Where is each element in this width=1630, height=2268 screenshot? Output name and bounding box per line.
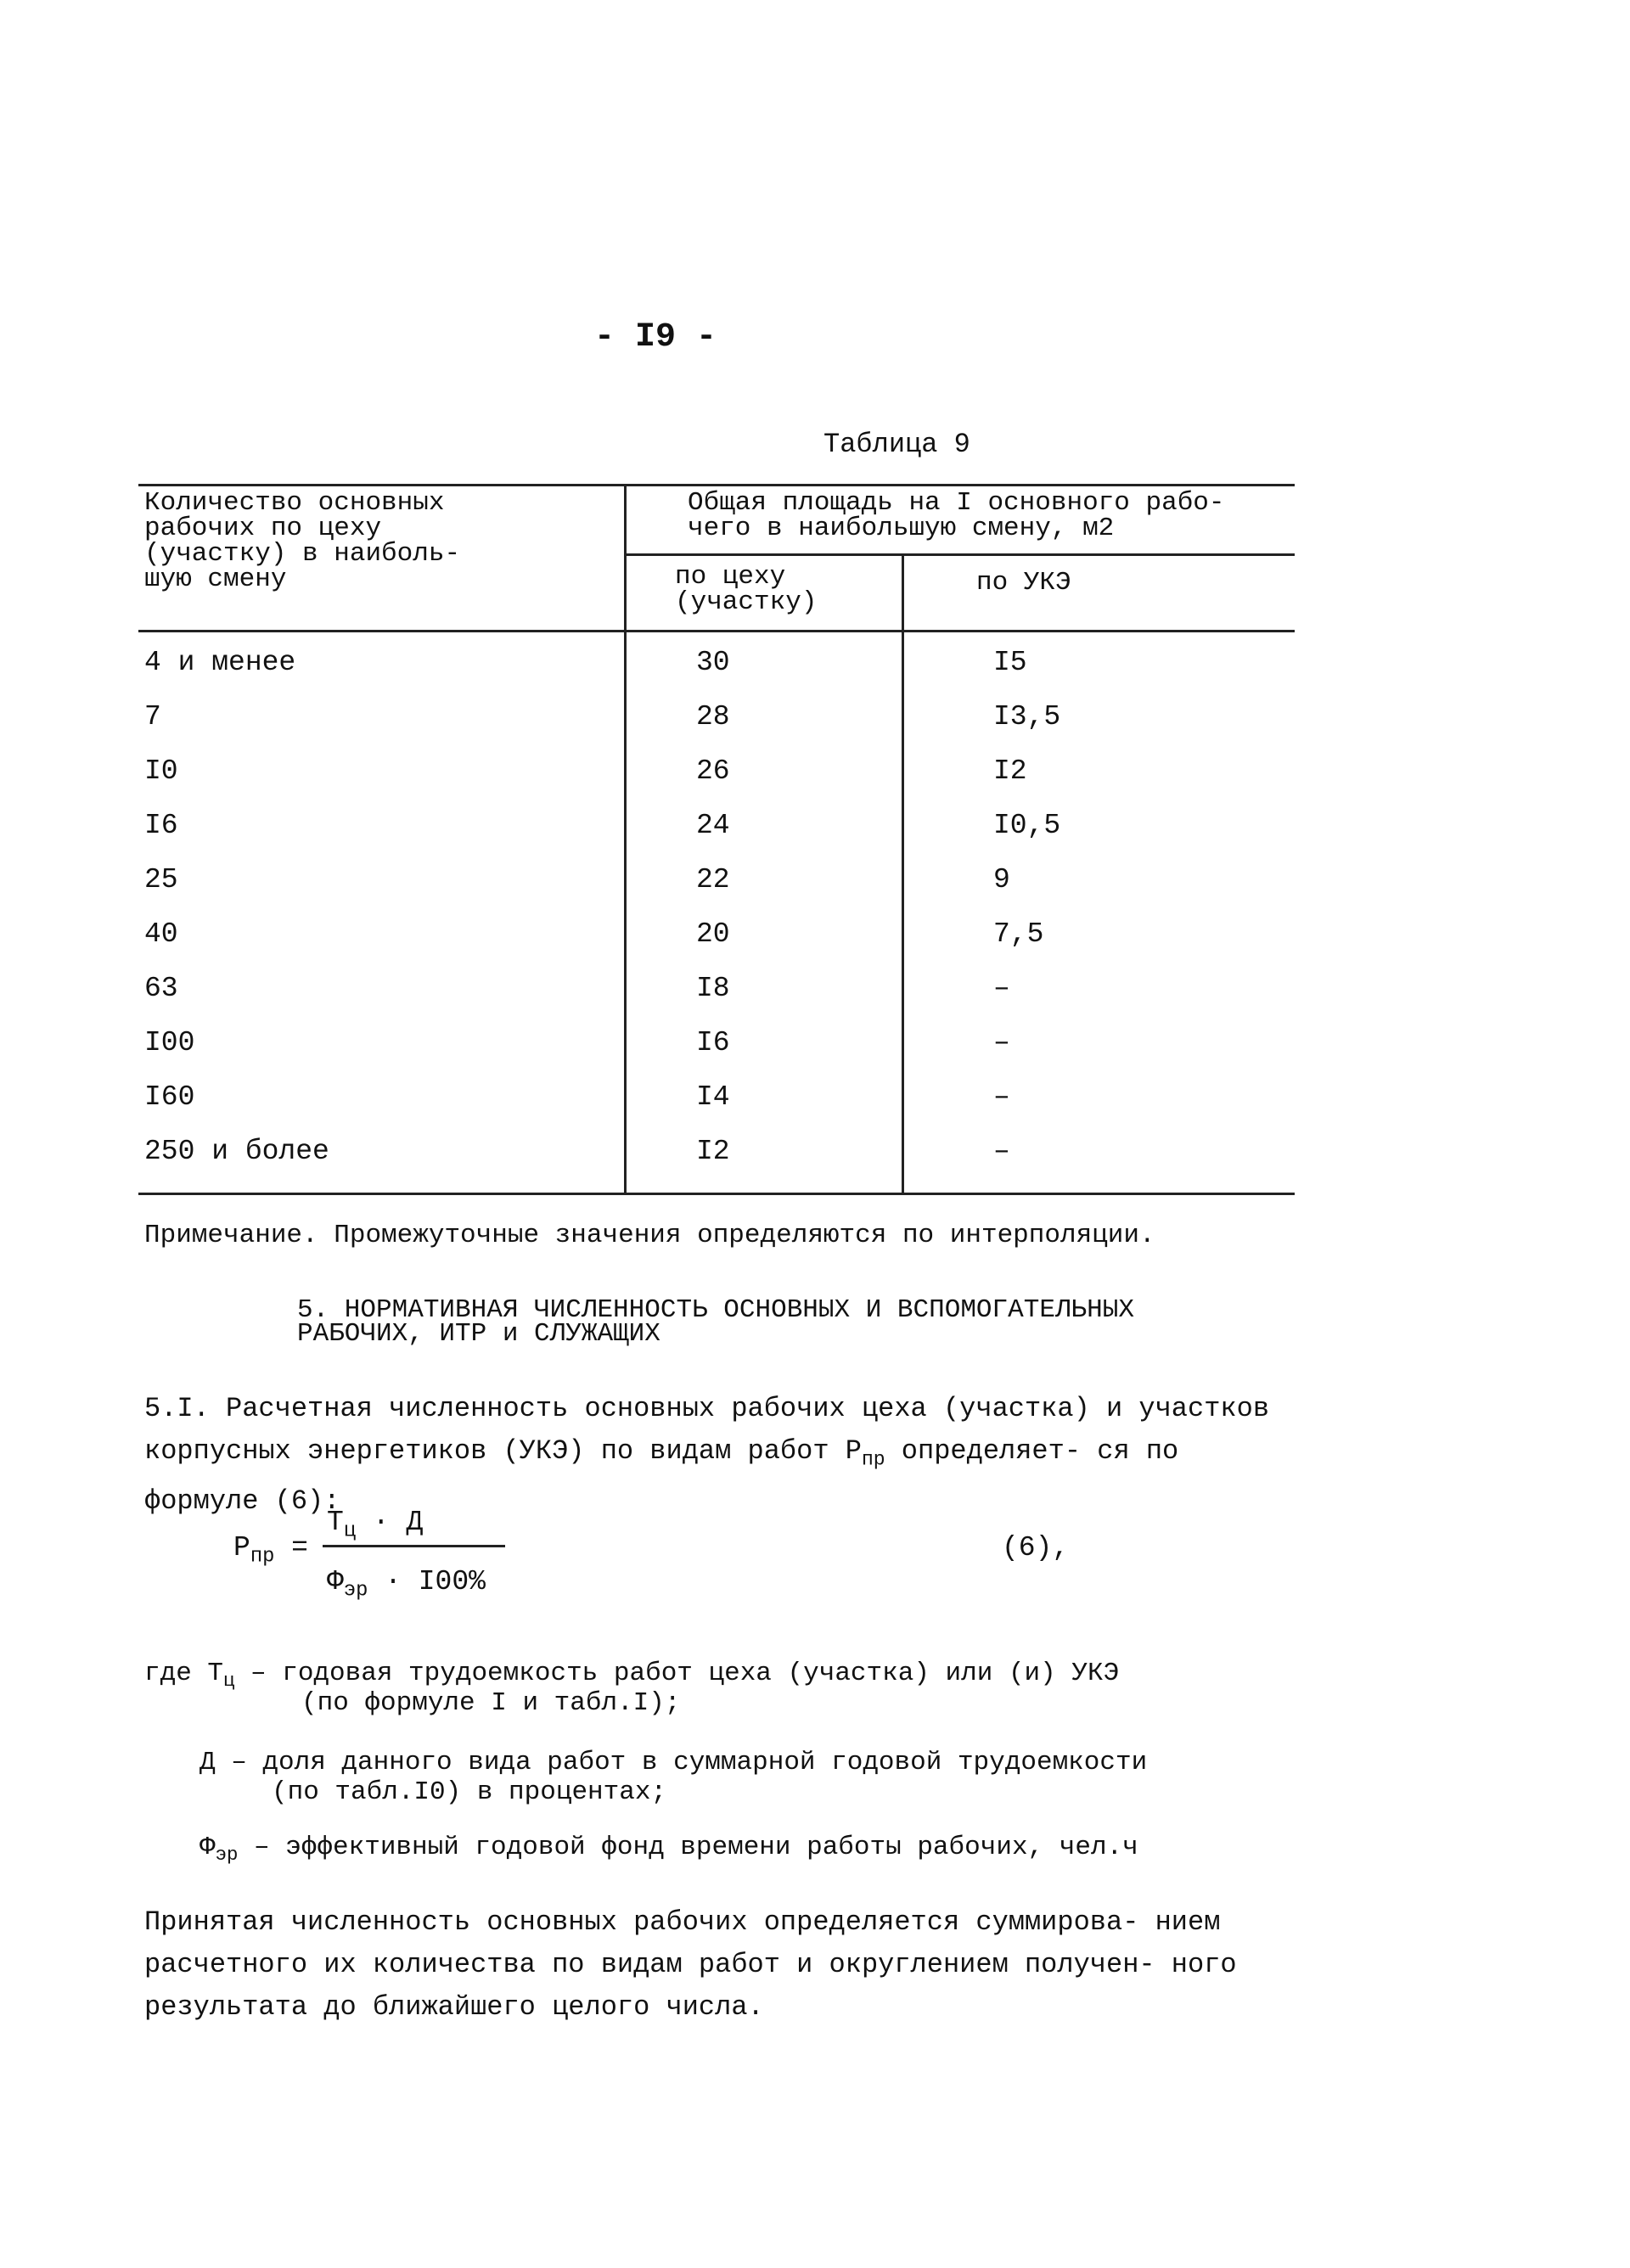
column-header-by-uke: по УКЭ <box>976 568 1071 598</box>
row-area-uke: I0,5 <box>993 810 1061 841</box>
section-title: 5. НОРМАТИВНАЯ ЧИСЛЕННОСТЬ ОСНОВНЫХ И ВСПОМОГАТЕЛЬНЫХ РАБОЧИХ, ИТР и СЛУЖАЩИХ <box>297 1295 1134 1349</box>
row-workers: I00 <box>144 1027 195 1058</box>
formula-number: (6), <box>1002 1532 1070 1563</box>
row-area-uke: 7,5 <box>993 918 1044 950</box>
column-header-by-shop: по цеху (участку) <box>675 562 818 617</box>
row-workers: 7 <box>144 701 161 733</box>
formula-numerator: $Т_ц \cdot Д$ <box>327 1507 424 1543</box>
definition-tc: где $Т_ц$ – годовая трудоемкость работ цеха (участка) или (и) УКЭ <box>144 1659 1120 1693</box>
column-divider-2 <box>902 553 904 1193</box>
row-area-uke: I2 <box>993 755 1027 787</box>
column-header-workers: Количество основных рабочих по цеху (участку) в наиболь- шую смену <box>144 488 461 594</box>
row-area-uke: 9 <box>993 864 1010 895</box>
paragraph-text-a: 5.I. Расчетная численность основных рабочих цеха (участка) и участков корпусных энергетиков (УКЭ) по видам работ Р <box>144 1393 1270 1467</box>
row-workers: 25 <box>144 864 178 895</box>
fraction-bar <box>323 1545 505 1547</box>
table-caption: Таблица 9 <box>823 429 970 460</box>
row-area-uke: – <box>993 1136 1010 1167</box>
row-area-uke: I5 <box>993 647 1027 678</box>
row-area-shop: 24 <box>696 810 730 841</box>
definition-fer: $Ф_{эр}$ – эффективный годовой фонд времени работы рабочих, чел.ч <box>200 1833 1138 1867</box>
row-area-shop: I8 <box>696 973 730 1004</box>
row-area-shop: I4 <box>696 1081 730 1113</box>
paragraph-text-b: определяет- ся по формуле (6): <box>144 1435 1179 1518</box>
row-area-uke: – <box>993 973 1010 1004</box>
row-workers: I60 <box>144 1081 195 1113</box>
column-divider-1 <box>624 484 627 1193</box>
row-area-shop: 28 <box>696 701 730 733</box>
row-workers: 40 <box>144 918 178 950</box>
row-area-shop: 26 <box>696 755 730 787</box>
table-bottom-rule <box>138 1193 1295 1195</box>
definition-d: Д – доля данного вида работ в суммарной годовой трудоемкости <box>200 1748 1148 1777</box>
row-workers: I6 <box>144 810 178 841</box>
row-workers: 63 <box>144 973 178 1004</box>
paragraph-accepted-count: Принятая численность основных рабочих определяется суммирова- нием расчетного их количества по видам работ и округлением получен- ного результата до ближайшего целого числа. <box>144 1906 1237 2023</box>
row-area-shop: 22 <box>696 864 730 895</box>
row-area-shop: 30 <box>696 647 730 678</box>
row-workers: 250 и более <box>144 1136 329 1167</box>
column-group-header-area: Общая площадь на I основного рабо- чего в наибольшую смену, м2 <box>688 488 1225 543</box>
row-area-uke: – <box>993 1081 1010 1113</box>
paragraph-5-1 <box>144 1388 1273 1523</box>
formula-denominator: $Ф_{эр} \cdot I00\%$ <box>327 1566 486 1603</box>
header-bottom-rule <box>138 630 1295 632</box>
row-area-shop: I6 <box>696 1027 730 1058</box>
row-workers: 4 и менее <box>144 647 296 678</box>
definition-tc-cont: (по формуле I и табл.I); <box>301 1688 681 1718</box>
row-area-uke: – <box>993 1027 1010 1058</box>
table-note: Примечание. Промежуточные значения определяются по интерполяции. <box>144 1221 1155 1250</box>
table-top-rule <box>138 484 1295 486</box>
paragraph-sub: пр <box>861 1448 885 1471</box>
formula-lhs: $Р_{пр}$ = <box>233 1532 308 1569</box>
row-area-shop: I2 <box>696 1136 730 1167</box>
page-number: - I9 - <box>594 318 717 356</box>
header-mid-rule <box>624 553 1295 556</box>
row-area-uke: I3,5 <box>993 701 1061 733</box>
row-workers: I0 <box>144 755 178 787</box>
row-area-shop: 20 <box>696 918 730 950</box>
definition-d-cont: (по табл.I0) в процентах; <box>272 1777 667 1807</box>
